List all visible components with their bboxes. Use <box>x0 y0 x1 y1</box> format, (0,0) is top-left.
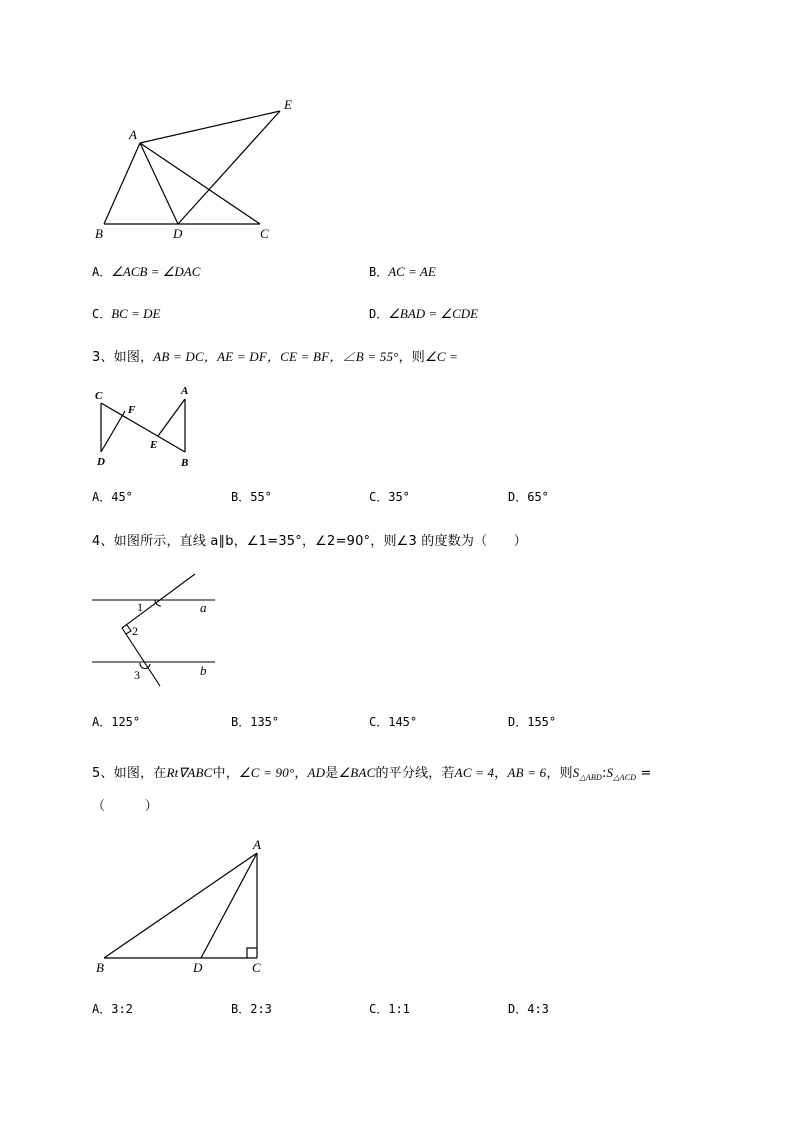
q5-option-d[interactable]: D．4:3 <box>508 1002 549 1016</box>
figure-q5 <box>0 830 794 980</box>
q3-label-D: D <box>97 456 105 468</box>
q4-label-3: 3 <box>134 668 140 682</box>
q5-label-B: B <box>96 960 104 975</box>
label-A: A <box>129 127 137 142</box>
q4-option-b[interactable]: B．135° <box>231 715 280 729</box>
q4-label-1: 1 <box>137 600 143 614</box>
q3-label-F: F <box>128 404 136 416</box>
q5-label-C: C <box>252 960 261 975</box>
q4-option-a[interactable]: A．125° <box>92 715 141 729</box>
label-D: D <box>173 226 183 241</box>
q3-option-d[interactable]: D．65° <box>508 490 549 504</box>
label-C: C <box>260 226 269 241</box>
q3-label-A: A <box>181 385 189 397</box>
figure-q4 <box>0 565 794 695</box>
label-B: B <box>95 226 103 241</box>
q4-question: 4、如图所示，直线 a∥b，∠1=35°，∠2=90°，则∠3 的度数为（ ） <box>92 534 527 549</box>
q3-option-a[interactable]: A．45° <box>92 490 133 504</box>
figure-triangle-abc-ade <box>0 0 794 260</box>
q5-question: 5、如图，在Rt∇ABC中，∠C = 90°，AD是∠BAC的平分线，若AC = 4，AB = 6，则$S_{\triangle ABD}:S_{\triangle ACD}$ = <box>92 765 652 782</box>
q5-answer-blank: （ ） <box>92 799 159 814</box>
q4-option-d[interactable]: D．155° <box>508 715 557 729</box>
q4-label-a: a <box>200 600 207 615</box>
q4-label-b: b <box>200 663 207 678</box>
q5-option-c[interactable]: C．1:1 <box>369 1002 410 1016</box>
q5-option-a[interactable]: A．3:2 <box>92 1002 133 1016</box>
q3-label-C: C <box>95 390 103 402</box>
q2-option-d[interactable]: D．∠BAD = ∠CDE <box>369 306 479 321</box>
q3-question: 3、如图，AB = DC，AE = DF，CE = BF，∠B = 55°，则∠C = <box>92 349 459 365</box>
q5-label-D: D <box>193 960 203 975</box>
q3-option-c[interactable]: C．35° <box>369 490 410 504</box>
figure-q3 <box>0 380 794 470</box>
q3-label-E: E <box>150 439 158 451</box>
q2-option-c[interactable]: C．BC = DE <box>92 306 161 321</box>
q3-label-B: B <box>181 457 189 469</box>
label-E: E <box>284 97 292 112</box>
q2-option-b[interactable]: B．AC = AE <box>369 264 436 279</box>
q2-option-a[interactable]: A．∠ACB = ∠DAC <box>92 264 201 279</box>
q4-label-2: 2 <box>132 624 138 638</box>
q3-option-b[interactable]: B．55° <box>231 490 272 504</box>
q4-option-c[interactable]: C．145° <box>369 715 418 729</box>
q5-label-A: A <box>253 837 261 852</box>
q5-option-b[interactable]: B．2:3 <box>231 1002 272 1016</box>
